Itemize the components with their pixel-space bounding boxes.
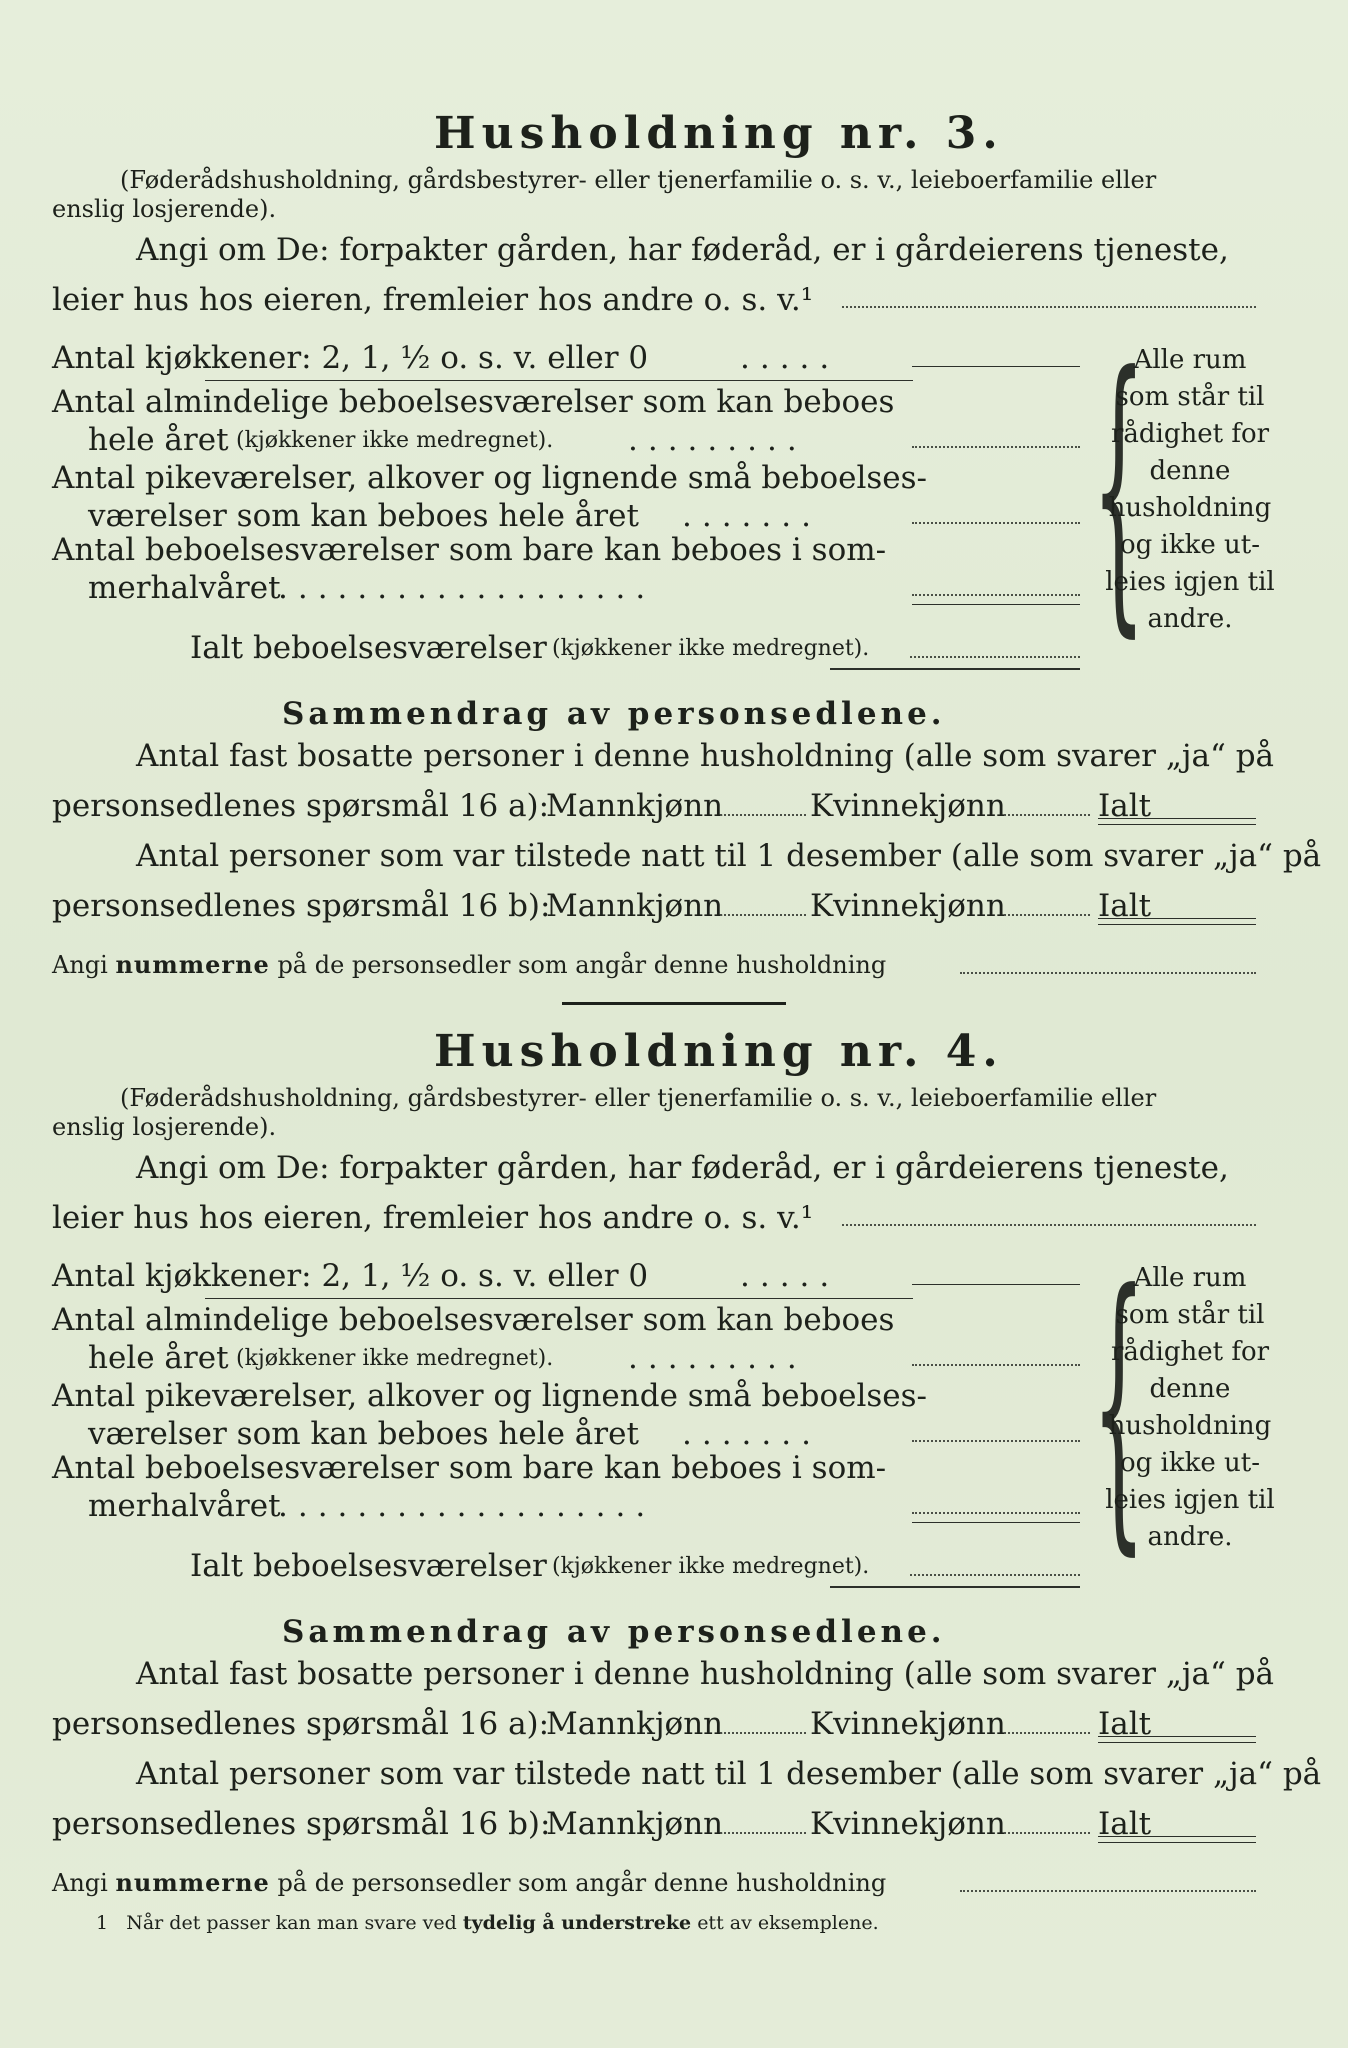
section-subtitle-2: enslig losjerende). bbox=[52, 195, 277, 223]
kvinne-answer-line[interactable] bbox=[1004, 1732, 1090, 1734]
ialt-short-answer-line[interactable] bbox=[1098, 918, 1256, 919]
ialt-short-underline bbox=[1098, 1842, 1256, 1843]
ialt-short-underline bbox=[1098, 824, 1256, 825]
sum-line bbox=[912, 604, 1080, 605]
til-label-2: personsedlenes spørsmål 16 b): bbox=[52, 1806, 551, 1842]
summary-title: Sammendrag av personsedlene. bbox=[282, 1614, 946, 1650]
ialt-underline bbox=[830, 668, 1080, 670]
dots: ................... bbox=[278, 1488, 656, 1524]
angi-line-1: Angi om De: forpakter gården, har føderåd, er i gårdeierens tjeneste, bbox=[136, 1150, 1229, 1186]
ialt-label-b: (kjøkkener ikke medregnet). bbox=[552, 1554, 870, 1579]
section-title: Husholdning nr. 4. bbox=[434, 1026, 1004, 1077]
ialt-short-label: Ialt bbox=[1098, 1806, 1152, 1842]
mann-answer-line[interactable] bbox=[720, 814, 806, 816]
alm-label-2b: (kjøkkener ikke medregnet). bbox=[236, 428, 554, 453]
dots: ................... bbox=[278, 570, 656, 606]
angi-answer-line[interactable] bbox=[842, 306, 1256, 308]
alm-label-1: Antal almindelige beboelsesværelser som kan beboes bbox=[52, 384, 895, 420]
som-label-1: Antal beboelsesværelser som bare kan beboes i som- bbox=[52, 532, 887, 568]
pike-label-1: Antal pikeværelser, alkover og lignende små beboelses- bbox=[52, 1378, 928, 1414]
mann-answer-line[interactable] bbox=[720, 914, 806, 916]
brace-icon: { bbox=[1092, 1231, 1146, 1580]
brace-icon: { bbox=[1092, 313, 1146, 662]
fast-label-1: Antal fast bosatte personer i denne husholdning (alle som svarer „ja“ på bbox=[136, 738, 1275, 774]
section-subtitle: (Føderådshusholdning, gårdsbestyrer- eller tjenerfamilie o. s. v., leieboerfamilie eller bbox=[120, 1084, 1157, 1112]
ialt-short-underline bbox=[1098, 1742, 1256, 1743]
dots: ....... bbox=[682, 1416, 821, 1452]
pike-label-2: værelser som kan beboes hele året bbox=[88, 1416, 639, 1452]
nummer-answer-line[interactable] bbox=[960, 1890, 1256, 1892]
angi-answer-line[interactable] bbox=[842, 1224, 1256, 1226]
alm-label-2: hele året bbox=[88, 1340, 229, 1376]
section-divider bbox=[562, 1002, 786, 1005]
som-answer-line[interactable] bbox=[912, 594, 1080, 596]
kjokkener-answer-line[interactable] bbox=[912, 366, 1080, 367]
section-subtitle-2: enslig losjerende). bbox=[52, 1113, 277, 1141]
footnote-text-c: ett av eksemplene. bbox=[697, 1912, 879, 1934]
summary-title: Sammendrag av personsedlene. bbox=[282, 696, 946, 732]
ialt-short-answer-line[interactable] bbox=[1098, 1836, 1256, 1837]
nummer-b: nummerne bbox=[115, 1868, 270, 1897]
section-subtitle: (Føderådshusholdning, gårdsbestyrer- eller tjenerfamilie o. s. v., leieboerfamilie eller bbox=[120, 166, 1157, 194]
alm-label-1: Antal almindelige beboelsesværelser som kan beboes bbox=[52, 1302, 895, 1338]
pike-answer-line[interactable] bbox=[912, 1440, 1080, 1442]
side-note: Alle rum som står til rådighet for denne husholdning og ikke utleies igjen til andre. bbox=[1105, 345, 1275, 634]
som-answer-line[interactable] bbox=[912, 1512, 1080, 1514]
kvinne-label: Kvinnekjønn bbox=[810, 888, 1006, 924]
side-note: Alle rum som står til rådighet for denne husholdning og ikke utleies igjen til andre. bbox=[1105, 1263, 1275, 1552]
alm-label-2: hele året bbox=[88, 422, 229, 458]
pike-answer-line[interactable] bbox=[912, 522, 1080, 524]
til-label-2: personsedlenes spørsmål 16 b): bbox=[52, 888, 551, 924]
pike-label-2: værelser som kan beboes hele året bbox=[88, 498, 639, 534]
nummer-a: Angi bbox=[52, 1869, 108, 1897]
underline bbox=[205, 380, 913, 381]
mann-label: Mannkjønn bbox=[546, 1806, 724, 1842]
kjokkener-answer-line[interactable] bbox=[912, 1284, 1080, 1285]
mann-label: Mannkjønn bbox=[546, 888, 724, 924]
mann-answer-line[interactable] bbox=[720, 1832, 806, 1834]
ialt-answer-line[interactable] bbox=[910, 1574, 1080, 1576]
angi-line-1: Angi om De: forpakter gården, har føderåd, er i gårdeierens tjeneste, bbox=[136, 232, 1229, 268]
nummer-b: nummerne bbox=[115, 950, 270, 979]
kvinne-answer-line[interactable] bbox=[1004, 814, 1090, 816]
som-label-1: Antal beboelsesværelser som bare kan beboes i som- bbox=[52, 1450, 887, 1486]
mann-answer-line[interactable] bbox=[720, 1732, 806, 1734]
nummer-c: på de personsedler som angår denne husholdning bbox=[277, 1869, 887, 1897]
footnote-text-b: tydelig å understreke bbox=[462, 1912, 692, 1934]
ialt-underline bbox=[830, 1586, 1080, 1588]
kvinne-label: Kvinnekjønn bbox=[810, 1706, 1006, 1742]
alm-answer-line[interactable] bbox=[912, 1364, 1080, 1366]
dots: ....... bbox=[682, 498, 821, 534]
ialt-label: Ialt beboelsesværelser bbox=[190, 1548, 547, 1584]
kvinne-answer-line[interactable] bbox=[1004, 914, 1090, 916]
ialt-short-answer-line[interactable] bbox=[1098, 818, 1256, 819]
dots: ......... bbox=[628, 422, 807, 458]
nummer-answer-line[interactable] bbox=[960, 972, 1256, 974]
angi-line-2: leier hus hos eieren, fremleier hos andre o. s. v.¹ bbox=[52, 1200, 814, 1236]
angi-line-2: leier hus hos eieren, fremleier hos andre o. s. v.¹ bbox=[52, 282, 814, 318]
footnote-mark: 1 bbox=[96, 1912, 109, 1934]
nummer-c: på de personsedler som angår denne husholdning bbox=[277, 951, 887, 979]
alm-answer-line[interactable] bbox=[912, 446, 1080, 448]
underline bbox=[205, 1298, 913, 1299]
nummer-line bbox=[52, 1868, 886, 1897]
dots: ..... bbox=[740, 1258, 840, 1294]
dots: ..... bbox=[740, 340, 840, 376]
ialt-short-label: Ialt bbox=[1098, 788, 1152, 824]
ialt-label: Ialt beboelsesværelser bbox=[190, 630, 547, 666]
mann-label: Mannkjønn bbox=[546, 788, 724, 824]
fast-label-2: personsedlenes spørsmål 16 a): bbox=[52, 788, 550, 824]
ialt-short-answer-line[interactable] bbox=[1098, 1736, 1256, 1737]
til-label-1: Antal personer som var tilstede natt til 1 desember (alle som svarer „ja“ på bbox=[136, 838, 1322, 874]
kjokkener-label: Antal kjøkkener: 2, 1, ½ o. s. v. eller 0 bbox=[52, 340, 649, 376]
til-label-1: Antal personer som var tilstede natt til 1 desember (alle som svarer „ja“ på bbox=[136, 1756, 1322, 1792]
ialt-label-b: (kjøkkener ikke medregnet). bbox=[552, 636, 870, 661]
ialt-answer-line[interactable] bbox=[910, 656, 1080, 658]
kvinne-answer-line[interactable] bbox=[1004, 1832, 1090, 1834]
pike-label-1: Antal pikeværelser, alkover og lignende små beboelses- bbox=[52, 460, 928, 496]
footnote bbox=[96, 1912, 879, 1934]
section-title: Husholdning nr. 3. bbox=[434, 108, 1004, 159]
alm-label-2b: (kjøkkener ikke medregnet). bbox=[236, 1346, 554, 1371]
fast-label-2: personsedlenes spørsmål 16 a): bbox=[52, 1706, 550, 1742]
som-label-2: merhalvåret bbox=[88, 1488, 281, 1524]
kvinne-label: Kvinnekjønn bbox=[810, 1806, 1006, 1842]
kvinne-label: Kvinnekjønn bbox=[810, 788, 1006, 824]
mann-label: Mannkjønn bbox=[546, 1706, 724, 1742]
ialt-short-label: Ialt bbox=[1098, 888, 1152, 924]
nummer-a: Angi bbox=[52, 951, 108, 979]
sum-line bbox=[912, 1522, 1080, 1523]
nummer-line bbox=[52, 950, 886, 979]
kjokkener-label: Antal kjøkkener: 2, 1, ½ o. s. v. eller 0 bbox=[52, 1258, 649, 1294]
som-label-2: merhalvåret bbox=[88, 570, 281, 606]
footnote-text-a: Når det passer kan man svare ved bbox=[126, 1912, 457, 1934]
fast-label-1: Antal fast bosatte personer i denne husholdning (alle som svarer „ja“ på bbox=[136, 1656, 1275, 1692]
ialt-short-underline bbox=[1098, 924, 1256, 925]
ialt-short-label: Ialt bbox=[1098, 1706, 1152, 1742]
dots: ......... bbox=[628, 1340, 807, 1376]
